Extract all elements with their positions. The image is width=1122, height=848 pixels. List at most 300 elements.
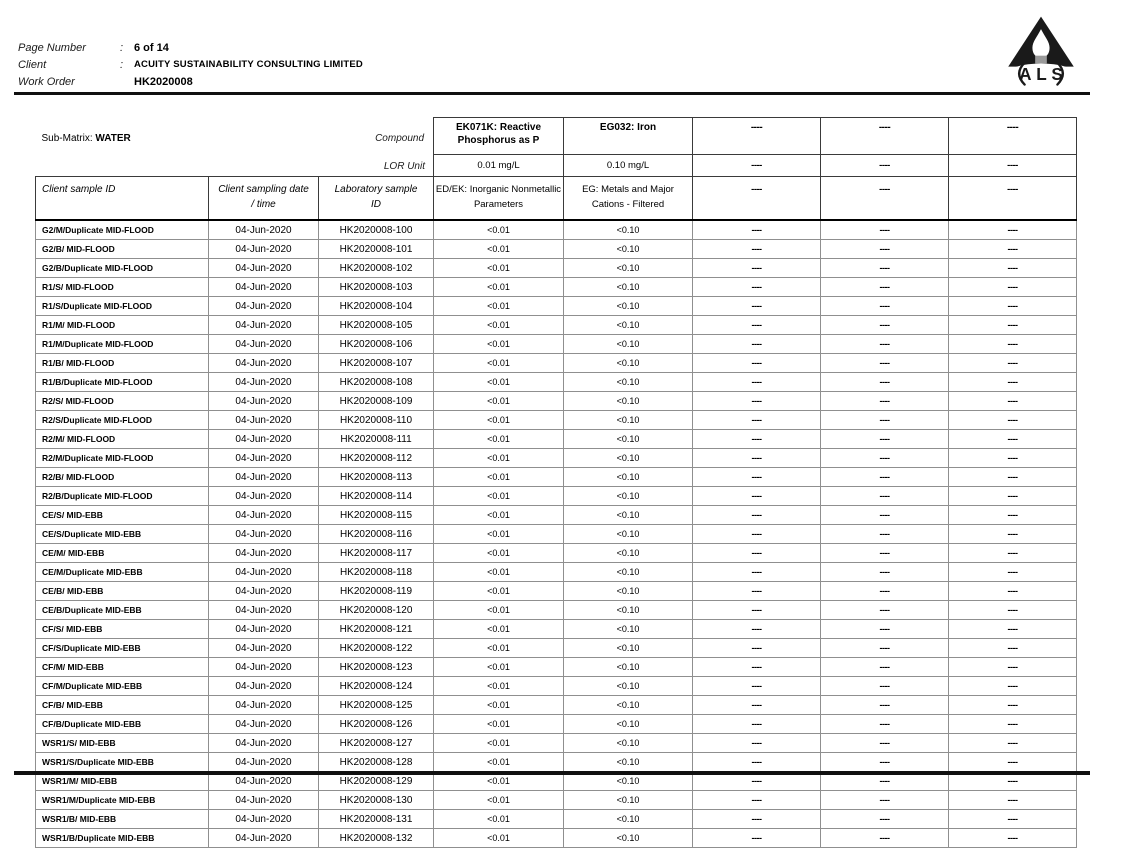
result-value: ---- (693, 525, 821, 544)
client-sample-id: WSR1/S/Duplicate MID-EBB (36, 753, 209, 772)
result-value: ---- (949, 620, 1077, 639)
table-row (36, 677, 1077, 696)
result-value: ---- (821, 354, 949, 373)
client-sample-id: R1/B/ MID-FLOOD (36, 354, 209, 373)
work-order-row (18, 73, 363, 90)
analyte-method: ---- (693, 177, 821, 221)
result-value: ---- (949, 392, 1077, 411)
sub-matrix-cell (36, 118, 434, 155)
result-value: <0.10 (564, 354, 693, 373)
result-value: <0.01 (434, 791, 564, 810)
client-sample-id: R2/B/Duplicate MID-FLOOD (36, 487, 209, 506)
result-value: <0.01 (434, 677, 564, 696)
result-value: ---- (821, 696, 949, 715)
analyte-title: ---- (693, 118, 821, 155)
table-row (36, 829, 1077, 848)
result-value: ---- (949, 373, 1077, 392)
table-row (36, 525, 1077, 544)
sampling-date: 04-Jun-2020 (209, 734, 319, 753)
table-row (36, 392, 1077, 411)
result-value: <0.10 (564, 829, 693, 848)
client-sample-id: WSR1/M/ MID-EBB (36, 772, 209, 791)
result-value: ---- (821, 791, 949, 810)
sampling-date: 04-Jun-2020 (209, 525, 319, 544)
sampling-date: 04-Jun-2020 (209, 354, 319, 373)
client-sample-id: R1/S/ MID-FLOOD (36, 278, 209, 297)
page-number-row (18, 39, 363, 56)
sampling-date: 04-Jun-2020 (209, 753, 319, 772)
result-value: <0.10 (564, 696, 693, 715)
results-table (35, 117, 1077, 848)
client-sample-id: R2/M/ MID-FLOOD (36, 430, 209, 449)
client-sample-id: CE/S/ MID-EBB (36, 506, 209, 525)
table-row (36, 791, 1077, 810)
result-value: ---- (693, 487, 821, 506)
result-value: ---- (949, 297, 1077, 316)
result-value: ---- (821, 373, 949, 392)
lab-sample-id: HK2020008-112 (319, 449, 434, 468)
client-sample-id: CF/B/Duplicate MID-EBB (36, 715, 209, 734)
result-value: <0.01 (434, 392, 564, 411)
result-value: <0.10 (564, 658, 693, 677)
result-value: ---- (949, 791, 1077, 810)
lab-sample-id: HK2020008-132 (319, 829, 434, 848)
result-value: ---- (949, 259, 1077, 278)
client-sample-id: CE/B/ MID-EBB (36, 582, 209, 601)
client-sample-id: R1/B/Duplicate MID-FLOOD (36, 373, 209, 392)
page-number-colon: : (120, 41, 124, 54)
result-value: <0.01 (434, 411, 564, 430)
table-row (36, 278, 1077, 297)
sampling-date: 04-Jun-2020 (209, 392, 319, 411)
result-value: <0.10 (564, 810, 693, 829)
header-divider (14, 92, 1090, 95)
result-value: <0.01 (434, 715, 564, 734)
result-value: ---- (949, 220, 1077, 240)
client-label: Client (18, 58, 47, 71)
client-sample-id: R2/B/ MID-FLOOD (36, 468, 209, 487)
lab-sample-id: HK2020008-111 (319, 430, 434, 449)
result-value: <0.01 (434, 316, 564, 335)
result-value: <0.10 (564, 487, 693, 506)
lab-sample-id: HK2020008-126 (319, 715, 434, 734)
result-value: <0.01 (434, 278, 564, 297)
sampling-date: 04-Jun-2020 (209, 582, 319, 601)
result-value: <0.01 (434, 601, 564, 620)
result-value: ---- (821, 411, 949, 430)
result-value: ---- (693, 506, 821, 525)
lab-sample-id: HK2020008-128 (319, 753, 434, 772)
client-sample-id: WSR1/B/ MID-EBB (36, 810, 209, 829)
client-sample-id: CF/S/Duplicate MID-EBB (36, 639, 209, 658)
result-value: <0.01 (434, 563, 564, 582)
lor-unit-label-cell (36, 155, 434, 177)
lab-sample-id: HK2020008-118 (319, 563, 434, 582)
result-value: <0.10 (564, 563, 693, 582)
sampling-date: 04-Jun-2020 (209, 335, 319, 354)
result-value: ---- (693, 734, 821, 753)
result-value: ---- (693, 411, 821, 430)
lab-sample-id: HK2020008-116 (319, 525, 434, 544)
client-sample-id: CE/S/Duplicate MID-EBB (36, 525, 209, 544)
result-value: ---- (821, 240, 949, 259)
sampling-date: 04-Jun-2020 (209, 506, 319, 525)
sampling-date: 04-Jun-2020 (209, 810, 319, 829)
lab-sample-id: HK2020008-104 (319, 297, 434, 316)
sampling-date: 04-Jun-2020 (209, 715, 319, 734)
result-value: <0.01 (434, 810, 564, 829)
analyte-title: ---- (821, 118, 949, 155)
result-value: ---- (949, 430, 1077, 449)
sampling-date-header: Client sampling date / time (209, 177, 319, 221)
table-row (36, 658, 1077, 677)
result-value: ---- (821, 297, 949, 316)
result-value: <0.01 (434, 658, 564, 677)
result-value: <0.10 (564, 316, 693, 335)
result-value: ---- (821, 582, 949, 601)
result-value: <0.10 (564, 392, 693, 411)
result-value: ---- (949, 468, 1077, 487)
result-value: <0.10 (564, 715, 693, 734)
result-value: <0.10 (564, 373, 693, 392)
sampling-date: 04-Jun-2020 (209, 487, 319, 506)
result-value: ---- (693, 354, 821, 373)
table-row (36, 582, 1077, 601)
table-row (36, 734, 1077, 753)
lab-sample-id: HK2020008-125 (319, 696, 434, 715)
client-sample-id: CE/M/Duplicate MID-EBB (36, 563, 209, 582)
result-value: <0.01 (434, 240, 564, 259)
result-value: ---- (693, 259, 821, 278)
table-row (36, 240, 1077, 259)
result-value: <0.10 (564, 335, 693, 354)
result-value: ---- (949, 335, 1077, 354)
analyte-title: EG032: Iron (564, 118, 693, 155)
result-value: ---- (693, 810, 821, 829)
result-value: <0.01 (434, 582, 564, 601)
analyte-method: ED/EK: Inorganic Nonmetallic Parameters (434, 177, 564, 221)
result-value: ---- (949, 753, 1077, 772)
client-sample-id: R1/M/Duplicate MID-FLOOD (36, 335, 209, 354)
sampling-date: 04-Jun-2020 (209, 544, 319, 563)
table-row (36, 430, 1077, 449)
result-value: ---- (949, 829, 1077, 848)
lab-sample-id: HK2020008-113 (319, 468, 434, 487)
result-value: <0.10 (564, 259, 693, 278)
lab-sample-id: HK2020008-109 (319, 392, 434, 411)
result-value: <0.10 (564, 601, 693, 620)
table-row (36, 468, 1077, 487)
sub-matrix-label: Sub-Matrix: (41, 133, 93, 144)
result-value: ---- (949, 563, 1077, 582)
result-value: <0.01 (434, 297, 564, 316)
sampling-date: 04-Jun-2020 (209, 677, 319, 696)
result-value: ---- (949, 506, 1077, 525)
table-row (36, 449, 1077, 468)
result-value: ---- (693, 791, 821, 810)
lab-sample-id: HK2020008-123 (319, 658, 434, 677)
table-row (36, 563, 1077, 582)
result-value: <0.10 (564, 240, 693, 259)
result-value: ---- (693, 715, 821, 734)
result-value: ---- (949, 582, 1077, 601)
sampling-date: 04-Jun-2020 (209, 430, 319, 449)
result-value: <0.01 (434, 354, 564, 373)
lab-sample-id: HK2020008-114 (319, 487, 434, 506)
result-value: ---- (693, 430, 821, 449)
client-row (18, 56, 363, 73)
client-sample-id: WSR1/B/Duplicate MID-EBB (36, 829, 209, 848)
client-sample-id: G2/M/Duplicate MID-FLOOD (36, 220, 209, 240)
lab-sample-id: HK2020008-103 (319, 278, 434, 297)
result-value: <0.10 (564, 278, 693, 297)
sampling-date: 04-Jun-2020 (209, 468, 319, 487)
result-value: <0.01 (434, 525, 564, 544)
result-value: ---- (949, 487, 1077, 506)
result-value: <0.10 (564, 677, 693, 696)
result-value: ---- (693, 278, 821, 297)
result-value: <0.10 (564, 411, 693, 430)
result-value: ---- (949, 677, 1077, 696)
table-row (36, 544, 1077, 563)
table-row (36, 411, 1077, 430)
compound-header-row (36, 118, 1077, 155)
result-value: <0.01 (434, 430, 564, 449)
result-value: <0.01 (434, 506, 564, 525)
table-row (36, 620, 1077, 639)
result-value: <0.10 (564, 772, 693, 791)
table-row (36, 487, 1077, 506)
result-value: <0.01 (434, 734, 564, 753)
result-value: ---- (693, 449, 821, 468)
results-tbody (36, 220, 1077, 848)
client-sample-id: R2/M/Duplicate MID-FLOOD (36, 449, 209, 468)
result-value: ---- (821, 335, 949, 354)
result-value: ---- (949, 278, 1077, 297)
client-value: ACUITY SUSTAINABILITY CONSULTING LIMITED (134, 59, 363, 70)
lab-sample-id: HK2020008-124 (319, 677, 434, 696)
result-value: ---- (949, 715, 1077, 734)
result-value: ---- (821, 525, 949, 544)
result-value: ---- (821, 392, 949, 411)
result-value: ---- (949, 734, 1077, 753)
client-sample-id: CF/M/Duplicate MID-EBB (36, 677, 209, 696)
analyte-method: ---- (949, 177, 1077, 221)
result-value: ---- (693, 335, 821, 354)
result-value: ---- (821, 829, 949, 848)
result-value: ---- (693, 753, 821, 772)
client-sample-id: WSR1/S/ MID-EBB (36, 734, 209, 753)
result-value: <0.10 (564, 449, 693, 468)
result-value: <0.01 (434, 620, 564, 639)
sub-matrix-value: WATER (95, 133, 131, 144)
lor-unit-label: LOR Unit (383, 161, 425, 173)
page-number-value: 6 of 14 (134, 41, 169, 54)
result-value: ---- (821, 753, 949, 772)
result-value: ---- (693, 468, 821, 487)
sampling-date: 04-Jun-2020 (209, 240, 319, 259)
client-sample-id: G2/B/Duplicate MID-FLOOD (36, 259, 209, 278)
page-number-label: Page Number (18, 41, 86, 54)
als-logo-icon (1002, 13, 1080, 89)
result-value: ---- (949, 316, 1077, 335)
result-value: <0.01 (434, 753, 564, 772)
lab-sample-id: HK2020008-107 (319, 354, 434, 373)
result-value: <0.01 (434, 544, 564, 563)
result-value: ---- (693, 316, 821, 335)
result-value: ---- (693, 582, 821, 601)
result-value: ---- (821, 468, 949, 487)
client-sample-id: WSR1/M/Duplicate MID-EBB (36, 791, 209, 810)
result-value: <0.01 (434, 220, 564, 240)
result-value: ---- (949, 525, 1077, 544)
analyte-method: EG: Metals and Major Cations - Filtered (564, 177, 693, 221)
result-value: <0.01 (434, 829, 564, 848)
lab-sample-id: HK2020008-127 (319, 734, 434, 753)
result-value: <0.01 (434, 696, 564, 715)
client-sample-id: CE/B/Duplicate MID-EBB (36, 601, 209, 620)
result-value: <0.01 (434, 639, 564, 658)
analyte-lor: ---- (949, 155, 1077, 177)
sampling-date: 04-Jun-2020 (209, 563, 319, 582)
work-order-label: Work Order (18, 75, 75, 88)
sampling-date: 04-Jun-2020 (209, 620, 319, 639)
lab-sample-id: HK2020008-131 (319, 810, 434, 829)
client-sample-id: R2/S/ MID-FLOOD (36, 392, 209, 411)
result-value: ---- (821, 259, 949, 278)
result-value: ---- (821, 487, 949, 506)
lab-sample-id: HK2020008-117 (319, 544, 434, 563)
sub-matrix (42, 133, 131, 144)
result-value: ---- (693, 297, 821, 316)
client-sample-id-header: Client sample ID (36, 177, 209, 221)
als-logo-text: ALS (1019, 63, 1068, 84)
table-row (36, 297, 1077, 316)
lab-sample-id: HK2020008-122 (319, 639, 434, 658)
lab-sample-id: HK2020008-120 (319, 601, 434, 620)
lab-sample-id: HK2020008-121 (319, 620, 434, 639)
result-value: ---- (693, 772, 821, 791)
lab-sample-id: HK2020008-100 (319, 220, 434, 240)
lab-sample-id: HK2020008-102 (319, 259, 434, 278)
result-value: ---- (821, 620, 949, 639)
result-value: ---- (949, 772, 1077, 791)
result-value: ---- (693, 829, 821, 848)
analyte-title: ---- (949, 118, 1077, 155)
table-row (36, 753, 1077, 772)
lab-sample-id: HK2020008-129 (319, 772, 434, 791)
table-row (36, 373, 1077, 392)
result-value: ---- (693, 677, 821, 696)
result-value: ---- (821, 316, 949, 335)
lab-sample-id: HK2020008-106 (319, 335, 434, 354)
result-value: ---- (693, 639, 821, 658)
table-row (36, 506, 1077, 525)
result-value: ---- (821, 544, 949, 563)
lab-sample-id: HK2020008-101 (319, 240, 434, 259)
table-row (36, 810, 1077, 829)
result-value: <0.10 (564, 620, 693, 639)
client-sample-id: CE/M/ MID-EBB (36, 544, 209, 563)
table-row (36, 696, 1077, 715)
client-sample-id: CF/M/ MID-EBB (36, 658, 209, 677)
result-value: ---- (949, 601, 1077, 620)
sampling-date: 04-Jun-2020 (209, 449, 319, 468)
result-value: ---- (693, 373, 821, 392)
result-value: ---- (693, 544, 821, 563)
column-header-row (36, 177, 1077, 221)
sampling-date: 04-Jun-2020 (209, 639, 319, 658)
page-header (18, 39, 363, 90)
result-value: ---- (693, 563, 821, 582)
analyte-method: ---- (821, 177, 949, 221)
client-sample-id: R2/S/Duplicate MID-FLOOD (36, 411, 209, 430)
sampling-date: 04-Jun-2020 (209, 829, 319, 848)
result-value: ---- (949, 658, 1077, 677)
table-row (36, 220, 1077, 240)
table-row (36, 354, 1077, 373)
result-value: ---- (693, 220, 821, 240)
result-value: ---- (949, 411, 1077, 430)
client-sample-id: R1/S/Duplicate MID-FLOOD (36, 297, 209, 316)
sampling-date: 04-Jun-2020 (209, 791, 319, 810)
result-value: ---- (821, 715, 949, 734)
analyte-lor: ---- (821, 155, 949, 177)
result-value: <0.10 (564, 468, 693, 487)
result-value: ---- (949, 354, 1077, 373)
result-value: ---- (693, 392, 821, 411)
result-value: <0.10 (564, 506, 693, 525)
result-value: <0.01 (434, 449, 564, 468)
sampling-date: 04-Jun-2020 (209, 411, 319, 430)
result-value: ---- (821, 734, 949, 753)
lab-sample-id: HK2020008-115 (319, 506, 434, 525)
lor-unit-row (36, 155, 1077, 177)
sampling-date: 04-Jun-2020 (209, 601, 319, 620)
result-value: ---- (949, 639, 1077, 658)
sampling-date: 04-Jun-2020 (209, 259, 319, 278)
result-value: ---- (821, 278, 949, 297)
table-row (36, 259, 1077, 278)
result-value: <0.10 (564, 791, 693, 810)
footer-divider (14, 771, 1090, 775)
result-value: ---- (821, 220, 949, 240)
result-value: ---- (949, 240, 1077, 259)
result-value: ---- (821, 772, 949, 791)
sampling-date: 04-Jun-2020 (209, 373, 319, 392)
result-value: <0.01 (434, 487, 564, 506)
table-row (36, 335, 1077, 354)
sampling-date: 04-Jun-2020 (209, 316, 319, 335)
result-value: ---- (949, 810, 1077, 829)
result-value: ---- (693, 696, 821, 715)
result-value: ---- (693, 240, 821, 259)
result-value: <0.01 (434, 259, 564, 278)
result-value: ---- (821, 810, 949, 829)
lab-sample-id-header: Laboratory sample ID (319, 177, 434, 221)
analyte-lor: 0.10 mg/L (564, 155, 693, 177)
result-value: <0.01 (434, 335, 564, 354)
result-value: ---- (821, 430, 949, 449)
sampling-date: 04-Jun-2020 (209, 772, 319, 791)
result-value: ---- (821, 601, 949, 620)
lab-sample-id: HK2020008-130 (319, 791, 434, 810)
analyte-lor: ---- (693, 155, 821, 177)
result-value: ---- (821, 677, 949, 696)
result-value: ---- (949, 696, 1077, 715)
result-value: ---- (693, 658, 821, 677)
client-sample-id: G2/B/ MID-FLOOD (36, 240, 209, 259)
